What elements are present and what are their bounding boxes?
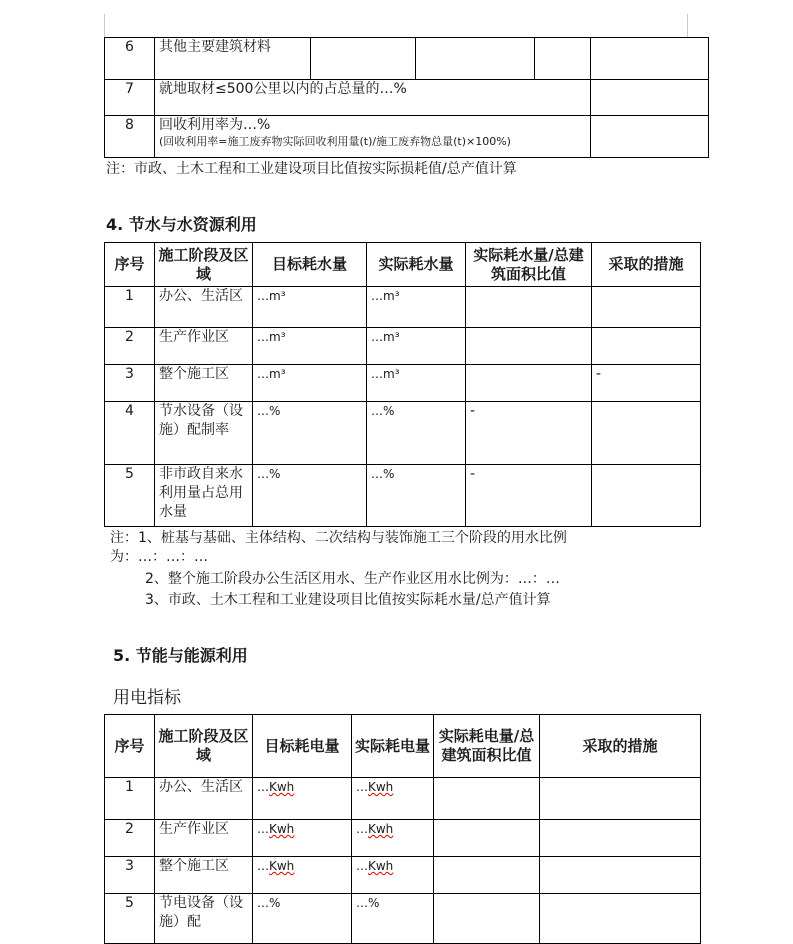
measure-cell — [540, 894, 701, 944]
row-number: 5 — [105, 465, 155, 527]
actual-prefix: … — [356, 822, 368, 836]
table-row — [105, 778, 701, 820]
column-header: 实际耗水量 — [367, 243, 466, 287]
table-row — [105, 365, 701, 402]
target-unit: Kwh — [269, 822, 295, 836]
ratio-cell — [434, 778, 540, 820]
section5-heading: 5. 节能与能源利用 — [113, 646, 248, 665]
empty-cell — [591, 80, 709, 116]
area-cell: 节水设备（设施）配制率 — [155, 402, 253, 465]
column-header: 序号 — [105, 243, 155, 287]
empty-cell — [311, 38, 416, 80]
empty-cell — [416, 38, 535, 80]
table-row — [105, 857, 701, 894]
column-header: 施工阶段及区域 — [155, 243, 253, 287]
row-number: 4 — [105, 402, 155, 465]
actual-prefix: … — [356, 859, 368, 873]
electricity-table — [104, 714, 701, 944]
table-row — [105, 328, 701, 365]
page-corner-mark-right — [687, 14, 688, 38]
column-header: 实际耗电量/总建筑面积比值 — [434, 715, 540, 778]
column-header: 目标耗电量 — [253, 715, 352, 778]
empty-cell — [591, 38, 709, 80]
target-cell — [253, 857, 352, 894]
actual-cell: …m³ — [367, 287, 466, 328]
header-row — [105, 243, 701, 287]
target-cell: …m³ — [253, 365, 367, 402]
column-header: 目标耗水量 — [253, 243, 367, 287]
target-cell: …% — [253, 402, 367, 465]
area-cell: 办公、生活区 — [155, 287, 253, 328]
measure-cell — [540, 857, 701, 894]
table-row — [105, 894, 701, 944]
target-cell — [253, 820, 352, 857]
target-cell — [253, 778, 352, 820]
row-number: 7 — [105, 80, 155, 116]
column-header: 采取的措施 — [592, 243, 701, 287]
column-header: 采取的措施 — [540, 715, 701, 778]
actual-cell: …m³ — [367, 365, 466, 402]
target-prefix: …% — [257, 896, 281, 910]
empty-cell — [535, 38, 591, 80]
row-number: 1 — [105, 778, 155, 820]
measure-cell — [592, 402, 701, 465]
area-cell: 节电设备（设施）配 — [155, 894, 253, 944]
table-row — [105, 80, 709, 116]
row-number: 6 — [105, 38, 155, 80]
target-cell: …m³ — [253, 287, 367, 328]
actual-unit: Kwh — [368, 780, 394, 794]
water-table — [104, 242, 701, 527]
target-cell: …% — [253, 465, 367, 527]
measure-cell — [592, 328, 701, 365]
actual-cell — [352, 820, 434, 857]
table-row — [105, 287, 701, 328]
materials-table — [104, 37, 709, 158]
column-header: 实际耗水量/总建筑面积比值 — [466, 243, 592, 287]
table-row — [105, 465, 701, 527]
table1-note: 注：市政、土木工程和工业建设项目比值按实际损耗值/总产值计算 — [106, 161, 517, 177]
actual-unit: Kwh — [368, 859, 394, 873]
column-header: 实际耗电量 — [352, 715, 434, 778]
table-row — [105, 38, 709, 80]
measure-cell — [592, 465, 701, 527]
page-corner-mark-left — [104, 14, 105, 38]
target-unit: Kwh — [269, 859, 295, 873]
actual-cell: …% — [367, 402, 466, 465]
measure-cell — [592, 287, 701, 328]
actual-prefix: … — [356, 780, 368, 794]
area-cell: 生产作业区 — [155, 820, 253, 857]
ratio-cell: - — [466, 465, 592, 527]
target-prefix: … — [257, 822, 269, 836]
area-cell: 整个施工区 — [155, 365, 253, 402]
target-prefix: … — [257, 859, 269, 873]
row-number: 1 — [105, 287, 155, 328]
ratio-cell — [434, 820, 540, 857]
ratio-cell: - — [466, 402, 592, 465]
measure-cell — [540, 778, 701, 820]
ratio-cell — [466, 365, 592, 402]
column-header: 施工阶段及区域 — [155, 715, 253, 778]
actual-unit: Kwh — [368, 822, 394, 836]
row-text: 回收利用率为…% — [159, 117, 271, 133]
water-note-2: 2、整个施工阶段办公生活区用水、生产作业区用水比例为：…：… — [145, 571, 560, 587]
row-number: 3 — [105, 365, 155, 402]
actual-cell — [352, 857, 434, 894]
row-number: 2 — [105, 328, 155, 365]
water-note-1-cont: 为：…：…：… — [110, 549, 208, 565]
area-cell: 非市政自来水利用量占总用水量 — [155, 465, 253, 527]
actual-prefix: …% — [356, 896, 380, 910]
row-number: 2 — [105, 820, 155, 857]
row-number: 3 — [105, 857, 155, 894]
column-header: 序号 — [105, 715, 155, 778]
row-text: 就地取材≤500公里以内的占总量的…% — [155, 80, 591, 116]
target-cell: …m³ — [253, 328, 367, 365]
ratio-cell — [434, 857, 540, 894]
row-number: 5 — [105, 894, 155, 944]
measure-cell: - — [592, 365, 701, 402]
actual-cell: …m³ — [367, 328, 466, 365]
table-row — [105, 116, 709, 158]
ratio-cell — [466, 287, 592, 328]
empty-cell — [591, 116, 709, 158]
row-text-cell — [155, 116, 591, 158]
area-cell: 办公、生活区 — [155, 778, 253, 820]
ratio-cell — [434, 894, 540, 944]
section4-heading: 4. 节水与水资源利用 — [106, 215, 257, 234]
table-row — [105, 820, 701, 857]
area-cell: 整个施工区 — [155, 857, 253, 894]
actual-cell: …% — [367, 465, 466, 527]
actual-cell — [352, 894, 434, 944]
target-unit: Kwh — [269, 780, 295, 794]
header-row — [105, 715, 701, 778]
area-cell: 生产作业区 — [155, 328, 253, 365]
target-prefix: … — [257, 780, 269, 794]
section5-subheading: 用电指标 — [113, 688, 181, 708]
target-cell — [253, 894, 352, 944]
measure-cell — [540, 820, 701, 857]
row-number: 8 — [105, 116, 155, 158]
ratio-cell — [466, 328, 592, 365]
actual-cell — [352, 778, 434, 820]
row-text: 其他主要建筑材料 — [155, 38, 311, 80]
row-subtext: (回收利用率=施工废弃物实际回收利用量(t)/施工废弃物总量(t)×100%) — [159, 135, 511, 148]
water-note-3: 3、市政、土木工程和工业建设项目比值按实际耗水量/总产值计算 — [145, 592, 551, 608]
water-note-1: 注：1、桩基与基础、主体结构、二次结构与装饰施工三个阶段的用水比例 — [110, 530, 567, 546]
table-row — [105, 402, 701, 465]
